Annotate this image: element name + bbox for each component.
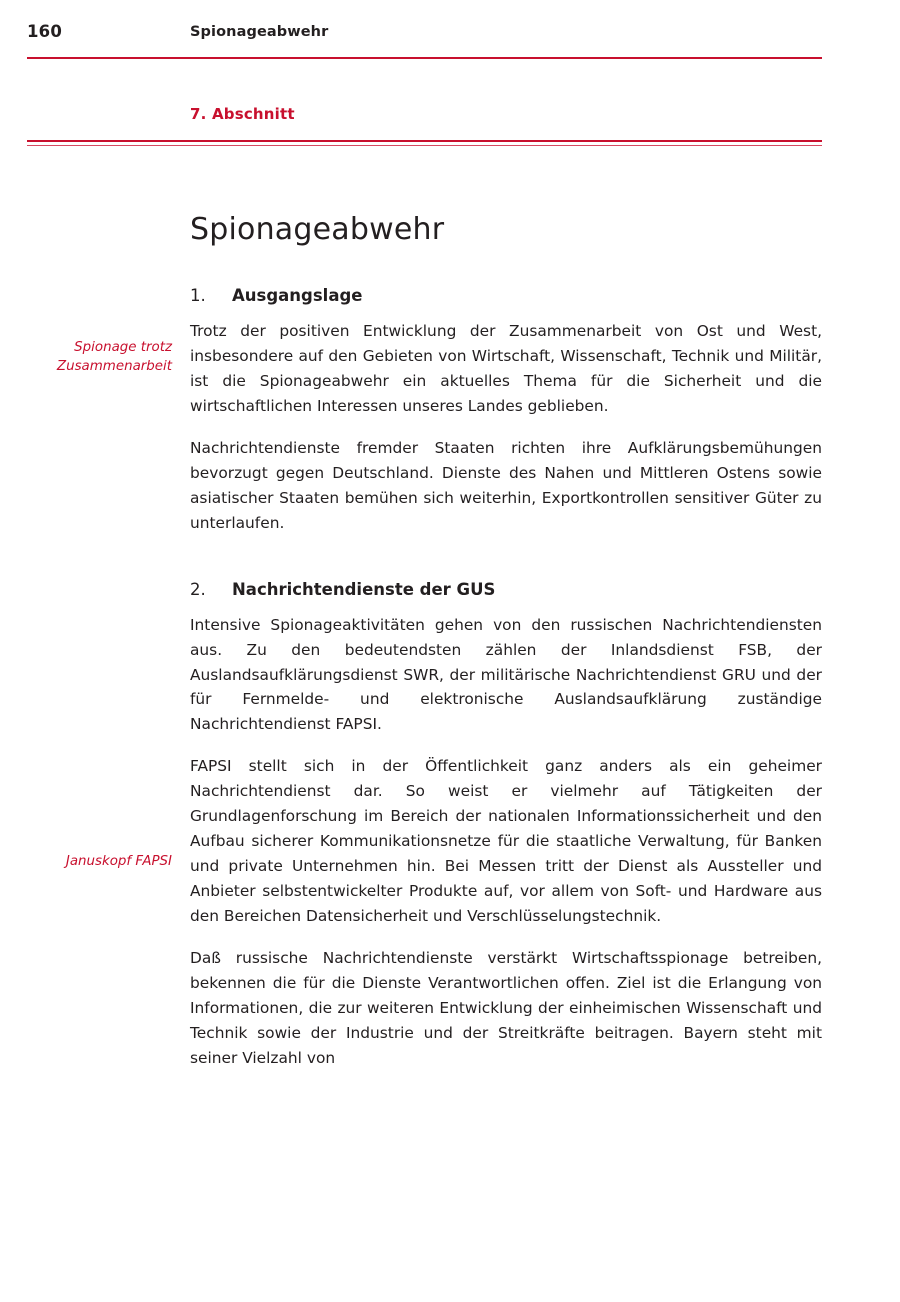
running-head [0,22,900,56]
marginal-note-spionage [22,338,172,377]
marginal-note-line: Spionage trotz [74,340,172,355]
section-heading-nachrichtendienste-gus [190,580,822,599]
chapter-title: Spionageabwehr [190,212,445,247]
running-title: Spionageabwehr [190,24,329,40]
section-heading-text: Ausgangslage [232,286,363,305]
section-rule [27,140,822,142]
page-number: 160 [27,22,63,41]
header-rule [27,57,822,59]
section-rule-secondary [27,145,822,146]
paragraph: Daß russische Nachrichtendienste verstärkt Wirtschaftsspionage betreiben, bekennen die für die Dienste Verantwortlichen offen. Ziel ist die Erlangung von Informationen, die zur weiteren Entwicklung der einheimischen Wissenschaft und Technik sowie der Industrie und der Streitkräfte beitragen. Bayern steht mit seiner Vielzahl von [190,949,822,1067]
paragraph: Intensive Spionageaktivitäten gehen von den russischen Nachrichtendiensten aus. Zu den bedeutendsten zählen der Inlandsdienst FSB, der Auslandsaufklärungsdienst SWR, der militärische Nachrichtendienst GRU und der für Fernmelde- und elektronische Auslandsaufklärung zuständige Nachrichtendienst FAPSI. [190,615,822,734]
marginal-note-line: Januskopf FAPSI [65,854,172,869]
paragraph: Trotz der positiven Entwicklung der Zusammenarbeit von Ost und West, insbesondere auf den Gebieten von Wirtschaft, Wissenschaft, Technik und Militär, ist die Spionageabwehr ein aktuelles Thema für die Sicherheit und die wirtschaftlichen Interessen unseres Landes geblieben. [190,322,822,415]
paragraph: FAPSI stellt sich in der Öffentlichkeit ganz anders als ein geheimer Nachrichtendienst dar. So weist er vielmehr auf Tätigkeiten der Grundlagenforschung im Bereich der nationalen Informationssicherheit und den Aufbau sicherer Kommunikationsnetze für die staatliche Verwaltung, für Banken und private Unternehmen hin. Bei Messen tritt der Dienst als Aussteller und Anbieter selbstentwickelter Produkte auf, vor allem von Soft- und Hardware aus den Bereichen Datensicherheit und Verschlüsselungstechnik. [190,757,822,926]
paragraph: Nachrichtendienste fremder Staaten richten ihre Aufklärungsbemühungen bevorzugt gegen Deutschland. Dienste des Nahen und Mittleren Ostens sowie asiatischer Staaten bemühen sich weiterhin, Exportkontrollen sensitiver Güter zu unterlaufen. [190,438,822,532]
section-number: 1. [190,286,206,305]
section-heading-ausgangslage [190,286,822,305]
marginal-note-line: Zusammenarbeit [56,359,172,375]
section-number: 2. [190,579,206,599]
section-heading-text: Nachrichtendienste der GUS [232,579,496,599]
section-marker: 7. Abschnitt [190,105,295,123]
marginal-note-januskopf [22,852,172,871]
body-column [190,286,822,1071]
